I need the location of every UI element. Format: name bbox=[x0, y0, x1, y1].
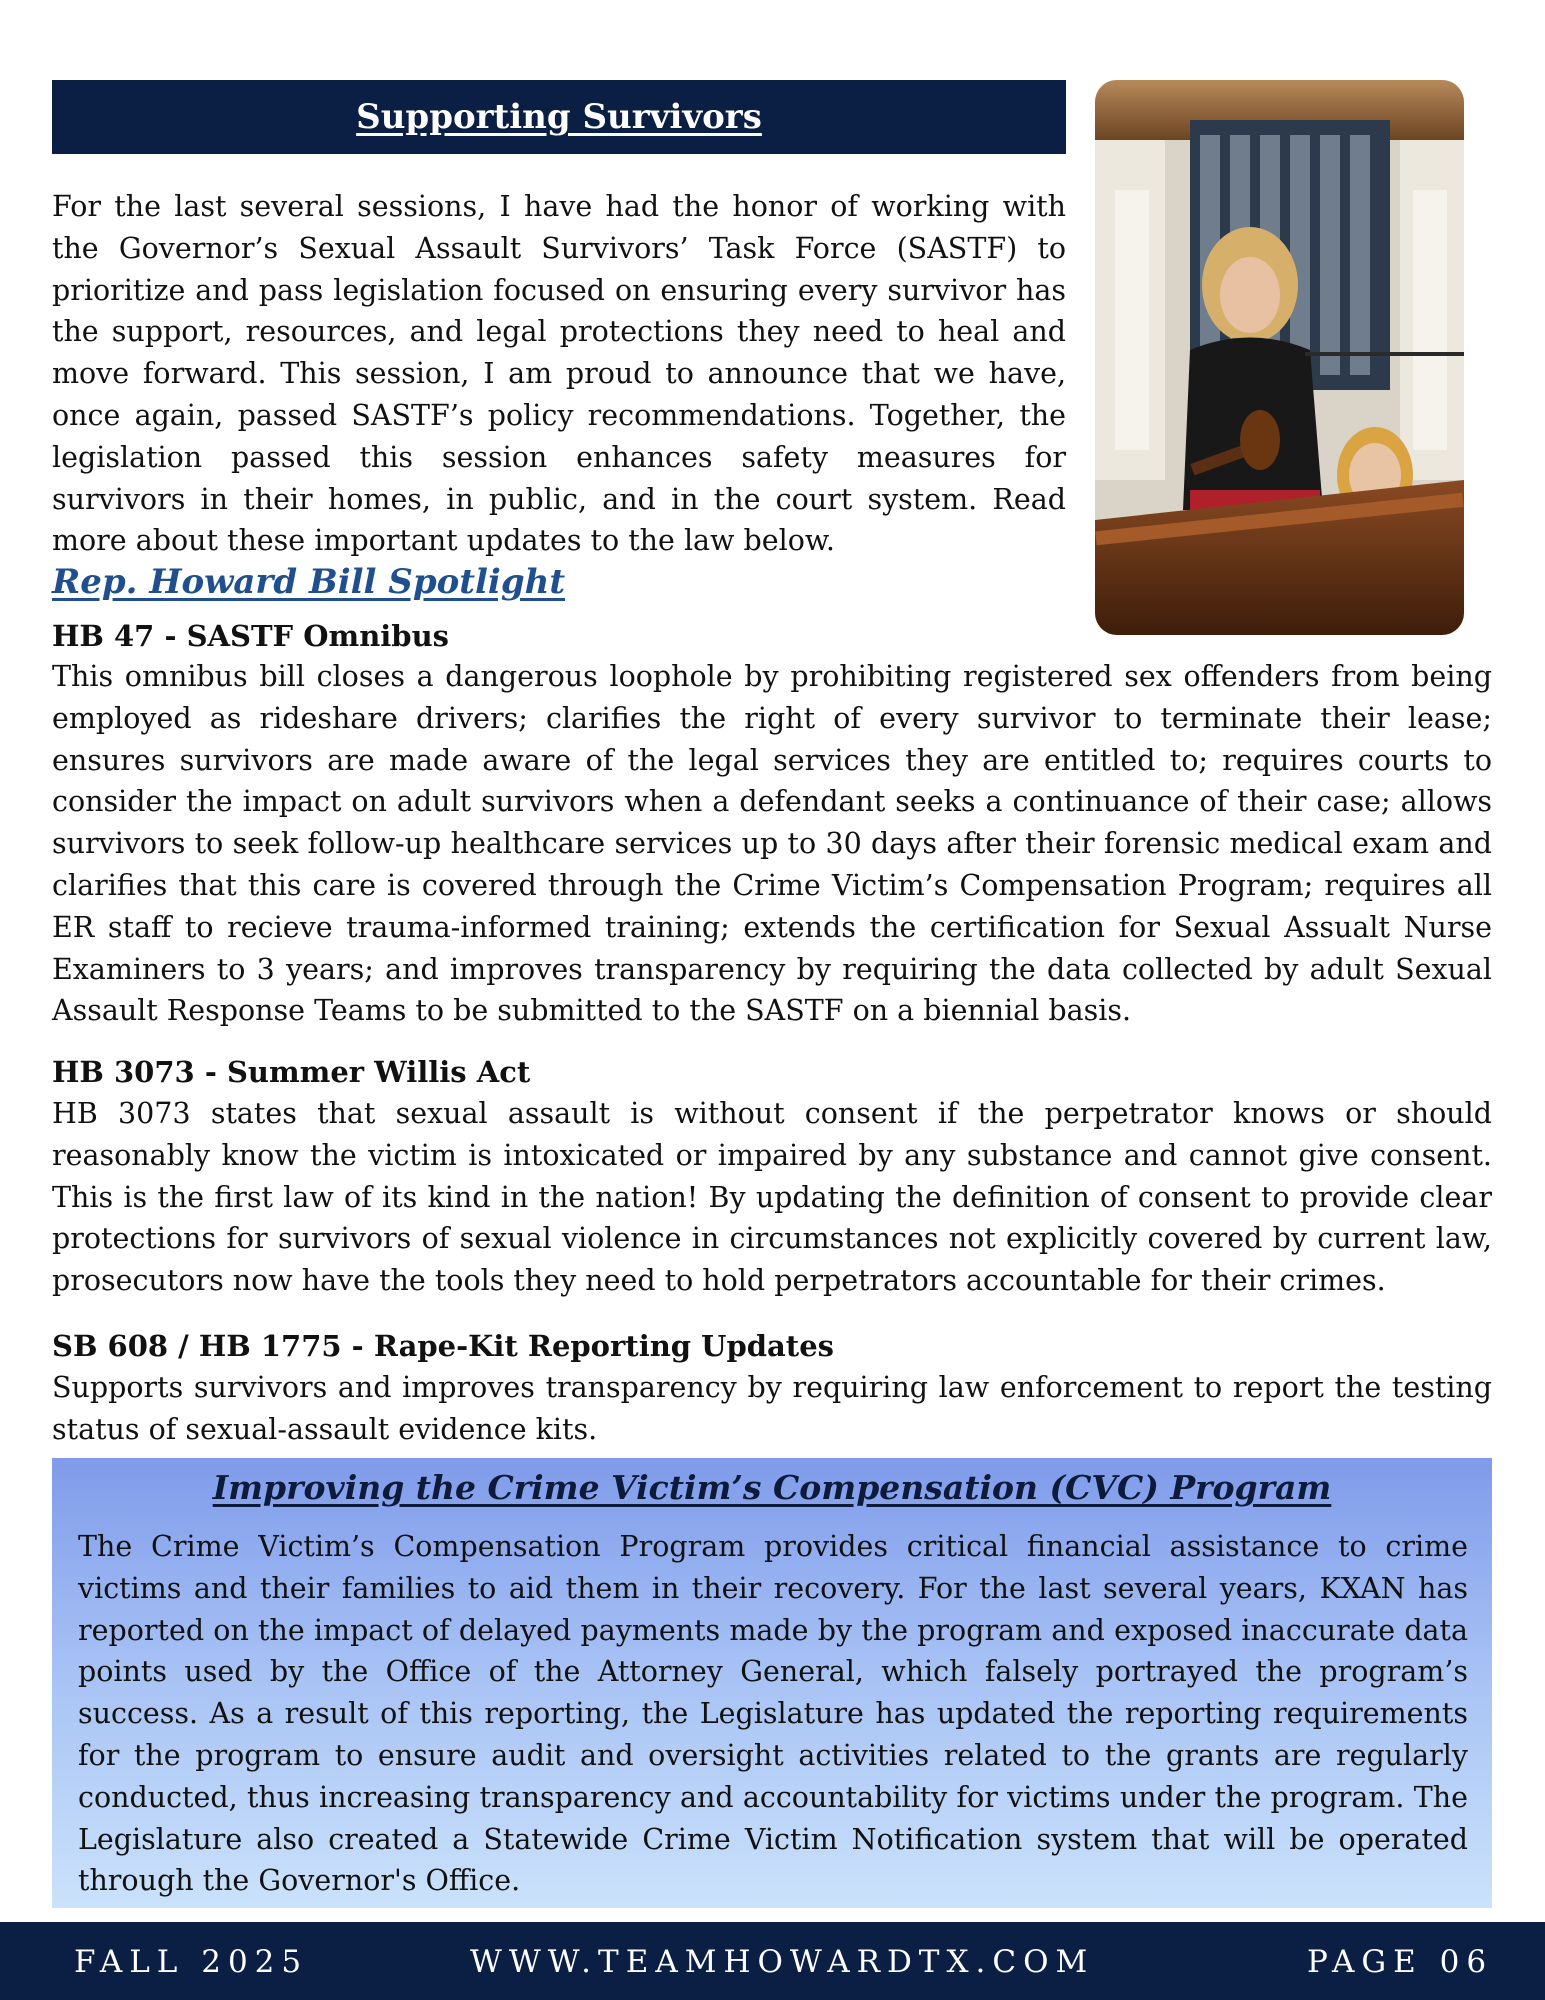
bill-title-hb3073: HB 3073 - Summer Willis Act bbox=[52, 1055, 531, 1089]
cvc-body: The Crime Victim’s Compensation Program provides critical financial assistance to crime victims and their families to aid them in their recovery. For the last several years, KXAN has reported on the impact of delayed payments made by the program and exposed inaccurate data points used by the Office of the Attorney General, which falsely portrayed the program’s success. As a result of this reporting, the Legislature has updated the reporting requirements for the program to ensure audit and oversight activities related to the grants are regularly conducted, thus increasing transparency and accountability for victims under the program. The Legislature also created a Statewide Crime Victim Notification system that will be operated through the Governor's Office. bbox=[78, 1530, 1468, 1898]
bill-title-sb608: SB 608 / HB 1775 - Rape-Kit Reporting Updates bbox=[52, 1329, 834, 1363]
photo-gavel-speaker bbox=[1095, 80, 1464, 635]
page-footer bbox=[0, 1922, 1545, 2000]
footer-website-link[interactable]: WWW.TEAMHOWARDTX.COM bbox=[470, 1944, 1095, 1980]
cvc-title: Improving the Crime Victim’s Compensation (CVC) Program bbox=[212, 1468, 1332, 1507]
intro-paragraph: For the last several sessions, I have had the honor of working with the Governor’s Sexual Assault Survivors’ Task Force (SASTF) to prioritize and pass legislation focused on ensuring every survivor has the support, resources, and legal protections they need to heal and move forward. This session, I am proud to announce that we have, once again, passed SASTF’s policy recommendations. Together, the legislation passed this session enhances safety measures for survivors in their homes, in public, and in the court system. Read more about these important updates to the law below. bbox=[52, 190, 1066, 558]
cvc-program-box bbox=[52, 1458, 1492, 1908]
bill-body-hb3073: HB 3073 states that sexual assault is without consent if the perpetrator knows or should reasonably know the victim is intoxicated or impaired by any substance and cannot give consent. This is the first law of its kind in the nation! By updating the definition of consent to provide clear protections for survivors of sexual violence in circumstances not explicitly covered by current law, prosecutors now have the tools they need to hold perpetrators accountable for their crimes. bbox=[52, 1097, 1492, 1298]
section-header bbox=[52, 80, 1066, 154]
bill-body-sb608: Supports survivors and improves transparency by requiring law enforcement to report the testing status of sexual-assault evidence kits. bbox=[52, 1371, 1492, 1446]
section-title: Supporting Survivors bbox=[356, 97, 762, 137]
footer-page-number: PAGE 06 bbox=[1307, 1944, 1494, 1980]
bill-title-hb47: HB 47 - SASTF Omnibus bbox=[52, 619, 449, 653]
footer-season: FALL 2025 bbox=[74, 1944, 309, 1980]
bill-body-hb47: This omnibus bill closes a dangerous loophole by prohibiting registered sex offenders from being employed as rideshare drivers; clarifies the right of every survivor to terminate their lease; ensures survivors are made aware of the legal services they are entitled to; requires courts to consider the impact on adult survivors when a defendant seeks a continuance of their case; allows survivors to seek follow-up healthcare services up to 30 days after their forensic medical exam and clarifies that this care is covered through the Crime Victim’s Compensation Program; requires all ER staff to recieve trauma-informed training; extends the certification for Sexual Assualt Nurse Examiners to 3 years; and improves transparency by requiring the data collected by adult Sexual Assault Response Teams to be submitted to the SASTF on a biennial basis. bbox=[52, 660, 1492, 1028]
bill-spotlight-link[interactable]: Rep. Howard Bill Spotlight bbox=[52, 562, 566, 602]
